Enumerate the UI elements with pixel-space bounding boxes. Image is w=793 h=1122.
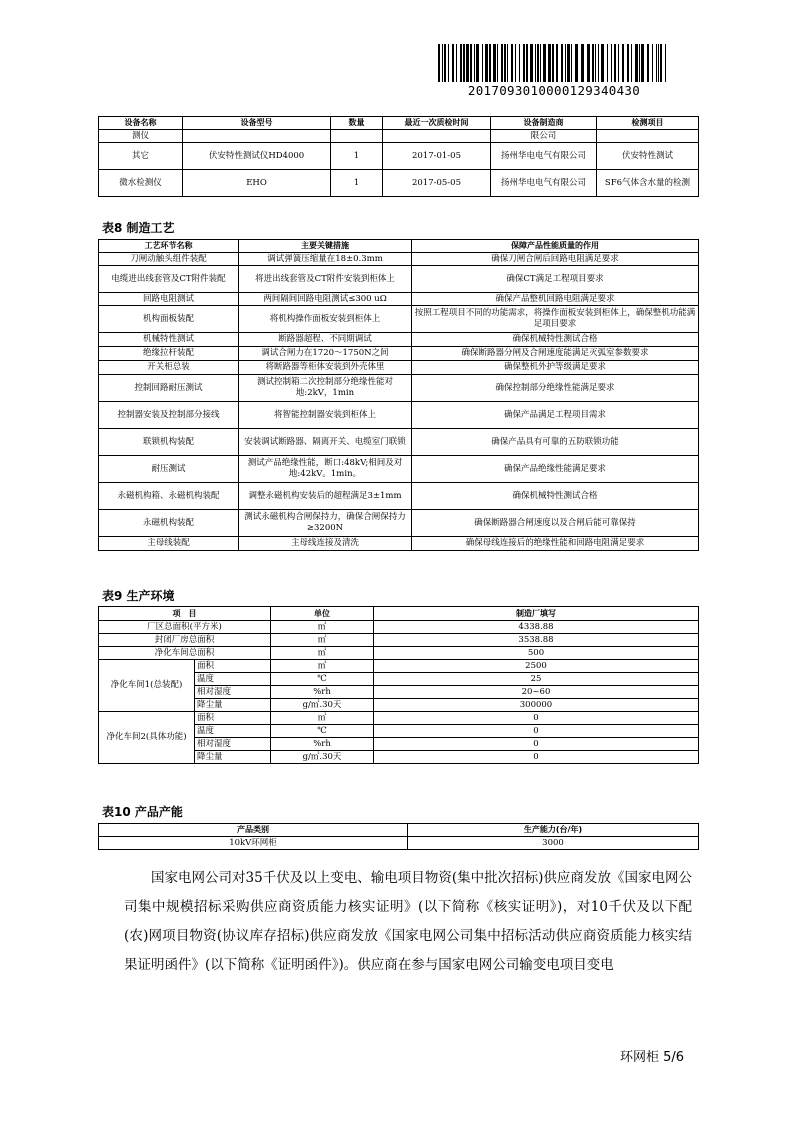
table-row <box>99 510 699 537</box>
table-cell: 耐压测试 <box>99 456 239 483</box>
table-cell <box>383 130 491 143</box>
col-header-inspection-date: 最近一次质检时间 <box>383 117 491 130</box>
table-cell: 电缆进出线套管及CT附件装配 <box>99 266 239 293</box>
table-cell: 机构面板装配 <box>99 306 239 333</box>
table-cell: 断路器超程、不同期调试 <box>239 333 412 347</box>
barcode-bar <box>530 44 533 82</box>
table-cell: 调试合闸力在1720～1750N之间 <box>239 347 412 361</box>
barcode-bar <box>519 44 520 82</box>
barcode-bar <box>507 44 508 82</box>
barcode-bar <box>543 44 546 82</box>
barcode-bar <box>523 44 525 82</box>
page-footer: 环网柜 5/6 <box>620 1050 685 1065</box>
barcode-bar <box>587 44 590 82</box>
table-cell: 将机构操作面板安装到柜体上 <box>239 306 412 333</box>
table-cell: 测试控制箱二次控制部分绝缘性能对地:2kV，1min <box>239 375 412 402</box>
table-cell: 确保整机外护等级满足要求 <box>412 361 699 375</box>
table-cell: 面积 <box>195 660 271 673</box>
table-cell: 20~60 <box>374 686 699 699</box>
table-cell: 确保机械特性测试合格 <box>412 333 699 347</box>
table-cell: 确保产品具有可靠的五防联锁功能 <box>412 429 699 456</box>
production-capacity-table <box>98 823 699 850</box>
barcode-bar <box>474 44 475 82</box>
barcode-bar <box>595 44 596 82</box>
table-row <box>99 402 699 429</box>
table-cell: 扬州华电电气有限公司 <box>491 170 597 197</box>
table-cell: 厂区总面积(平方米) <box>99 621 271 634</box>
table-cell: 确保机械特性测试合格 <box>412 483 699 510</box>
table-cell: 测试产品绝缘性能，断口:48kV;相间及对地:42kV。1min。 <box>239 456 412 483</box>
table-row <box>99 837 699 850</box>
barcode-bar <box>535 44 536 82</box>
col-header-quantity: 数量 <box>331 117 383 130</box>
table-row <box>99 293 699 306</box>
table-cell: 主母线连接及清洗 <box>239 537 412 551</box>
barcode-bar <box>511 44 513 82</box>
table-cell: 机械特性测试 <box>99 333 239 347</box>
table-row <box>99 621 699 634</box>
barcode-bar <box>438 44 440 82</box>
table-row <box>99 660 699 673</box>
table-cell: 联锁机构装配 <box>99 429 239 456</box>
table-cell: 测仪 <box>99 130 183 143</box>
barcode-bar <box>497 44 498 82</box>
table-cell: 300000 <box>374 699 699 712</box>
col-header-quality-role: 保障产品性能质量的作用 <box>412 240 699 253</box>
barcode-bar <box>466 44 469 82</box>
barcode-bar <box>540 44 541 82</box>
table-cell: ㎡ <box>271 660 374 673</box>
barcode-bar <box>526 44 528 82</box>
table-cell: 微水检测仪 <box>99 170 183 197</box>
col-header-manufacturer: 设备制造商 <box>491 117 597 130</box>
table-cell: EHO <box>183 170 331 197</box>
body-paragraph <box>124 864 692 980</box>
table-row <box>99 130 699 143</box>
table-cell: 0 <box>374 725 699 738</box>
barcode-bar <box>660 44 662 82</box>
table-cell: 永磁机构箱、永磁机构装配 <box>99 483 239 510</box>
table-cell: 温度 <box>195 673 271 686</box>
barcode-bar <box>665 44 666 82</box>
barcode-bar <box>548 44 551 82</box>
barcode-bar <box>571 44 572 82</box>
table-row <box>99 143 699 170</box>
table-cell: 其它 <box>99 143 183 170</box>
barcode-bar <box>611 44 612 82</box>
table-cell: 控制回路耐压测试 <box>99 375 239 402</box>
table-cell: 将进出线套管及CT附件安装到柜体上 <box>239 266 412 293</box>
table-cell: 500 <box>374 647 699 660</box>
table-row <box>99 647 699 660</box>
production-environment-table <box>98 606 699 764</box>
table-cell: 调试弹簧压缩量在18±0.3mm <box>239 253 412 266</box>
table-cell: %rh <box>271 686 374 699</box>
barcode-bar <box>639 44 640 82</box>
table-row <box>99 712 699 725</box>
table-cell: %rh <box>271 738 374 751</box>
barcode-bar <box>504 44 506 82</box>
barcode-bar <box>592 44 594 82</box>
barcode-bar <box>641 44 644 82</box>
equipment-table <box>98 116 699 197</box>
barcode-bar <box>618 44 619 82</box>
barcode-bar <box>460 44 462 82</box>
table-cell: 确保产品满足工程项目需求 <box>412 402 699 429</box>
table-row <box>99 253 699 266</box>
table-cell: 主母线装配 <box>99 537 239 551</box>
table-cell: g/㎡.30天 <box>271 751 374 764</box>
table-cell: 确保控制部分绝缘性能满足要求 <box>412 375 699 402</box>
paragraph-text: 国家电网公司对35千伏及以上变电、输电项目物资(集中批次招标)供应商发放《国家电网公司集中规模招标采购供应商资质能力核实证明》(以下简称《核实证明》)，对10千伏及以下配(农)网项目物资(协议库存招标)供应商发放《国家电网公司集中招标活动供应商资质能力核实结果证明函件》(以下简称《证明函件》)。供应商在参与国家电网公司输变电项目变电 <box>124 870 692 973</box>
barcode-bar <box>627 44 629 82</box>
table-cell: 扬州华电电气有限公司 <box>491 143 597 170</box>
group-label: 净化车间2(具体功能) <box>99 712 195 764</box>
table-cell: 两间隔间回路电阻测试≤300 uΩ <box>239 293 412 306</box>
table-cell: 4338.88 <box>374 621 699 634</box>
barcode-bar <box>601 44 604 82</box>
table-cell <box>183 130 331 143</box>
table-cell: 永磁机构装配 <box>99 510 239 537</box>
table-cell: 确保产品整机回路电阻满足要求 <box>412 293 699 306</box>
table-cell: 刀闸动触头组件装配 <box>99 253 239 266</box>
table-cell: SF6气体含水量的检测 <box>597 170 699 197</box>
table-cell: 回路电阻测试 <box>99 293 239 306</box>
table-cell: 限公司 <box>491 130 597 143</box>
barcode-bar <box>448 44 449 82</box>
barcode-bar <box>598 44 599 82</box>
barcode-bar <box>444 44 446 82</box>
barcode-bar <box>442 44 443 82</box>
table-cell: 0 <box>374 738 699 751</box>
table8-title: 表8 制造工艺 <box>102 221 175 235</box>
table-cell: 净化车间总面积 <box>99 647 271 660</box>
barcode-bar <box>501 44 503 82</box>
manufacturing-process-table <box>98 239 699 551</box>
table-cell: 确保刀闸合闸后回路电阻满足要求 <box>412 253 699 266</box>
table-row <box>99 347 699 361</box>
barcode-bar <box>515 44 516 82</box>
table-cell: 1 <box>331 143 383 170</box>
barcode-bar <box>489 44 491 82</box>
barcode-bar <box>485 44 488 82</box>
table-cell: 3000 <box>408 837 699 850</box>
table-cell: 25 <box>374 673 699 686</box>
table-cell: ㎡ <box>271 621 374 634</box>
barcode-bar <box>476 44 479 82</box>
table-row <box>99 266 699 293</box>
barcode-bar <box>607 44 608 82</box>
barcode-bar <box>658 44 659 82</box>
barcode-bar <box>647 44 649 82</box>
barcode-bar <box>652 44 653 82</box>
table-cell: 绝缘拉杆装配 <box>99 347 239 361</box>
table-cell: 确保CT满足工程项目要求 <box>412 266 699 293</box>
barcode-bar <box>470 44 472 82</box>
table-cell: g/㎡.30天 <box>271 699 374 712</box>
table-cell <box>597 130 699 143</box>
table-cell: 0 <box>374 751 699 764</box>
barcode-bar <box>567 44 570 82</box>
col-header-value: 制造厂填写 <box>374 607 699 621</box>
table-cell: 10kV环网柜 <box>99 837 408 850</box>
barcode-bar <box>456 44 457 82</box>
barcode-bar <box>493 44 496 82</box>
barcode-bar <box>635 44 638 82</box>
barcode-bar <box>482 44 483 82</box>
table-row <box>99 361 699 375</box>
barcode-bar <box>656 44 657 82</box>
group-label: 净化车间1(总装配) <box>99 660 195 712</box>
table-cell: 控制器安装及控制部分接线 <box>99 402 239 429</box>
table-cell: 面积 <box>195 712 271 725</box>
table-cell: 确保断路器分闸及合闸速度能满足灭弧室参数要求 <box>412 347 699 361</box>
barcode-bar <box>537 44 539 82</box>
table-cell: 测试永磁机构合闸保持力，确保合闸保持力≥3200N <box>239 510 412 537</box>
col-header-device-model: 设备型号 <box>183 117 331 130</box>
table-row <box>99 456 699 483</box>
barcode-bar <box>631 44 632 82</box>
barcode-bar <box>561 44 563 82</box>
table-cell: ㎡ <box>271 712 374 725</box>
table-cell: 相对湿度 <box>195 686 271 699</box>
table-cell: ㎡ <box>271 634 374 647</box>
barcode-image <box>438 44 666 82</box>
table-cell: 2500 <box>374 660 699 673</box>
table-cell: 安装调试断路器、隔离开关、电缆室门联锁 <box>239 429 412 456</box>
barcode-bar <box>552 44 554 82</box>
table-cell: 降尘量 <box>195 699 271 712</box>
table-cell: 3538.88 <box>374 634 699 647</box>
col-header-test-item: 检测项目 <box>597 117 699 130</box>
barcode-bar <box>565 44 566 82</box>
barcode-number: 2017093010000129340430 <box>467 83 641 98</box>
col-header-product-category: 产品类别 <box>99 824 408 837</box>
table-cell: 2017-05-05 <box>383 170 491 197</box>
table-cell: 封闭厂房总面积 <box>99 634 271 647</box>
table-cell: 1 <box>331 170 383 197</box>
col-header-process-step: 工艺环节名称 <box>99 240 239 253</box>
col-header-unit: 单位 <box>271 607 374 621</box>
barcode-bar <box>581 44 584 82</box>
table-cell: 确保母线连接后的绝缘性能和回路电阻满足要求 <box>412 537 699 551</box>
col-header-key-measures: 主要关键措施 <box>239 240 412 253</box>
table-row <box>99 375 699 402</box>
barcode-bar <box>556 44 558 82</box>
table-cell: 调整永磁机构安装后的超程满足3±1mm <box>239 483 412 510</box>
table-cell: ℃ <box>271 725 374 738</box>
barcode-bar <box>463 44 465 82</box>
table-cell: 将断路器等柜体安装到外壳体里 <box>239 361 412 375</box>
table-row <box>99 306 699 333</box>
table-cell: 按照工程项目不同的功能需求，将操作面板安装到柜体上，确保整机功能满足项目要求 <box>412 306 699 333</box>
table-row <box>99 537 699 551</box>
table-cell <box>331 130 383 143</box>
barcode-bar <box>622 44 624 82</box>
table-cell: ㎡ <box>271 647 374 660</box>
table-cell: 确保产品绝缘性能满足要求 <box>412 456 699 483</box>
table-cell: 相对湿度 <box>195 738 271 751</box>
table-cell: 伏安特性测试 <box>597 143 699 170</box>
table10-title: 表10 产品产能 <box>102 805 183 819</box>
col-header-capacity: 生产能力(台/年) <box>408 824 699 837</box>
col-header-device-name: 设备名称 <box>99 117 183 130</box>
barcode-bar <box>614 44 616 82</box>
table-cell: 伏安特性测试仪HD4000 <box>183 143 331 170</box>
table-cell: 温度 <box>195 725 271 738</box>
barcode-bar <box>575 44 578 82</box>
table-cell: 开关柜总装 <box>99 361 239 375</box>
table-cell: ℃ <box>271 673 374 686</box>
table-cell: 确保断路器合闸速度以及合闸后能可靠保持 <box>412 510 699 537</box>
table-row <box>99 634 699 647</box>
table-cell: 降尘量 <box>195 751 271 764</box>
table-cell: 将智能控制器安装到柜体上 <box>239 402 412 429</box>
barcode-bar <box>452 44 454 82</box>
table-row <box>99 429 699 456</box>
table9-title: 表9 生产环境 <box>102 589 175 603</box>
table-row <box>99 170 699 197</box>
table-cell: 0 <box>374 712 699 725</box>
col-header-item: 项 目 <box>99 607 271 621</box>
table-row <box>99 483 699 510</box>
table-row <box>99 333 699 347</box>
table-cell: 2017-01-05 <box>383 143 491 170</box>
